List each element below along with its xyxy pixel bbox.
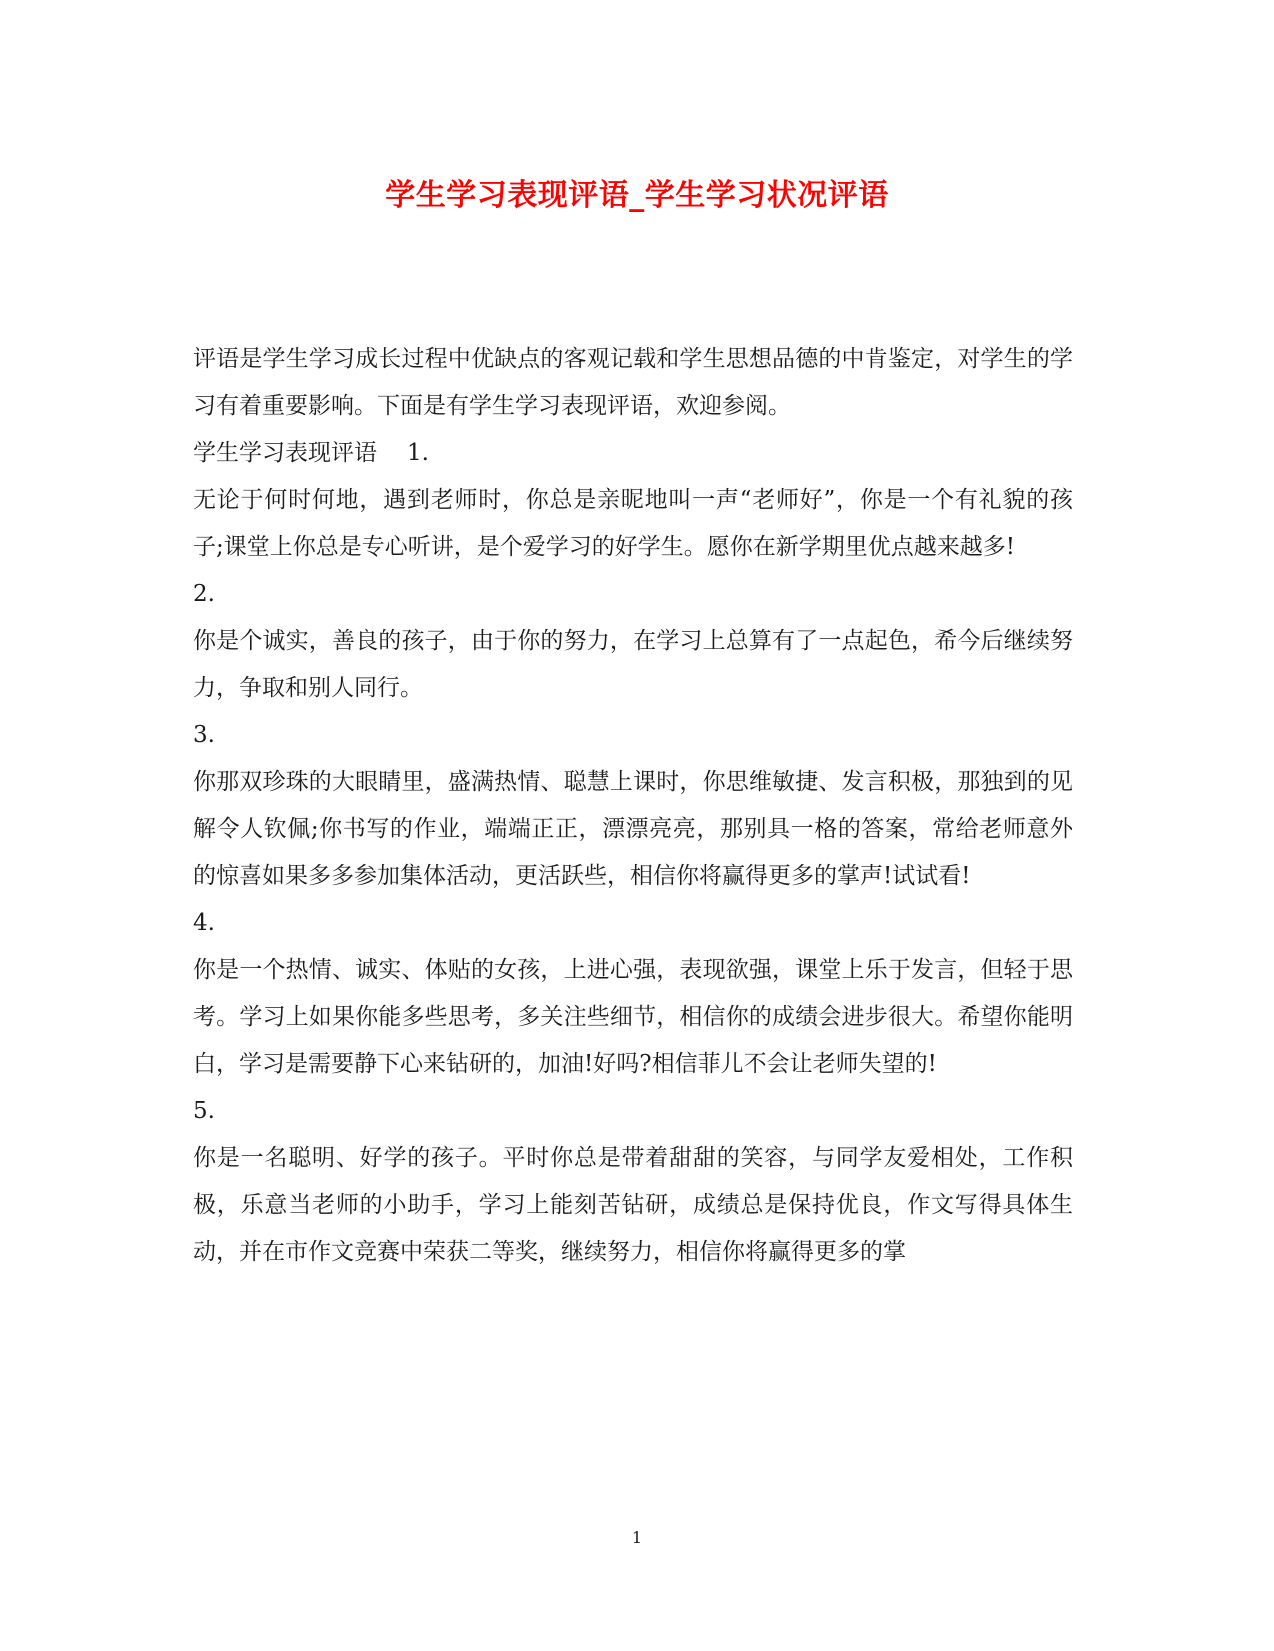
document-title: 学生学习表现评语_学生学习状况评语 bbox=[385, 178, 889, 213]
item-number: 2. bbox=[193, 581, 215, 607]
comment-paragraph: 你是一名聪明、好学的孩子。平时你总是带着甜甜的笑容，与同学友爱相处，工作积极，乐意当老师的小助手，学习上能刻苦钻研，成绩总是保持优良，作文写得具体生动，并在市作文竞赛中荣获二等奖，继续努力，相信你将赢得更多的掌 bbox=[193, 1145, 1073, 1265]
item-number: 1. bbox=[407, 440, 429, 466]
page-number: 1 bbox=[631, 1528, 643, 1547]
item-number: 4. bbox=[193, 910, 215, 936]
comment-paragraph: 你那双珍珠的大眼睛里，盛满热情、聪慧上课时，你思维敏捷、发言积极，那独到的见解令人钦佩;你书写的作业，端端正正，漂漂亮亮，那别具一格的答案，常给老师意外的惊喜如果多多参加集体活动，更活跃些，相信你将赢得更多的掌声!试试看! bbox=[193, 769, 1073, 889]
item-number: 3. bbox=[193, 722, 215, 748]
comment-paragraph: 你是一个热情、诚实、体贴的女孩，上进心强，表现欲强，课堂上乐于发言，但轻于思考。学习上如果你能多些思考，多关注些细节，相信你的成绩会进步很大。希望你能明白，学习是需要静下心来钻研的，加油!好吗?相信菲儿不会让老师失望的! bbox=[193, 957, 1073, 1077]
item-number: 5. bbox=[193, 1098, 215, 1124]
section-heading: 学生学习表现评语 bbox=[193, 440, 377, 466]
comment-paragraph: 无论于何时何地，遇到老师时，你总是亲昵地叫一声“老师好”，你是一个有礼貌的孩子;课堂上你总是专心听讲，是个爱学习的好学生。愿你在新学期里优点越来越多! bbox=[193, 487, 1073, 560]
comment-paragraph: 你是个诚实，善良的孩子，由于你的努力，在学习上总算有了一点起色，希今后继续努力，争取和别人同行。 bbox=[193, 628, 1073, 701]
intro-paragraph: 评语是学生学习成长过程中优缺点的客观记载和学生思想品德的中肯鉴定，对学生的学习有着重要影响。下面是有学生学习表现评语，欢迎参阅。 bbox=[193, 346, 1073, 419]
section-heading-line bbox=[193, 430, 1073, 477]
document-body bbox=[193, 336, 1073, 1276]
